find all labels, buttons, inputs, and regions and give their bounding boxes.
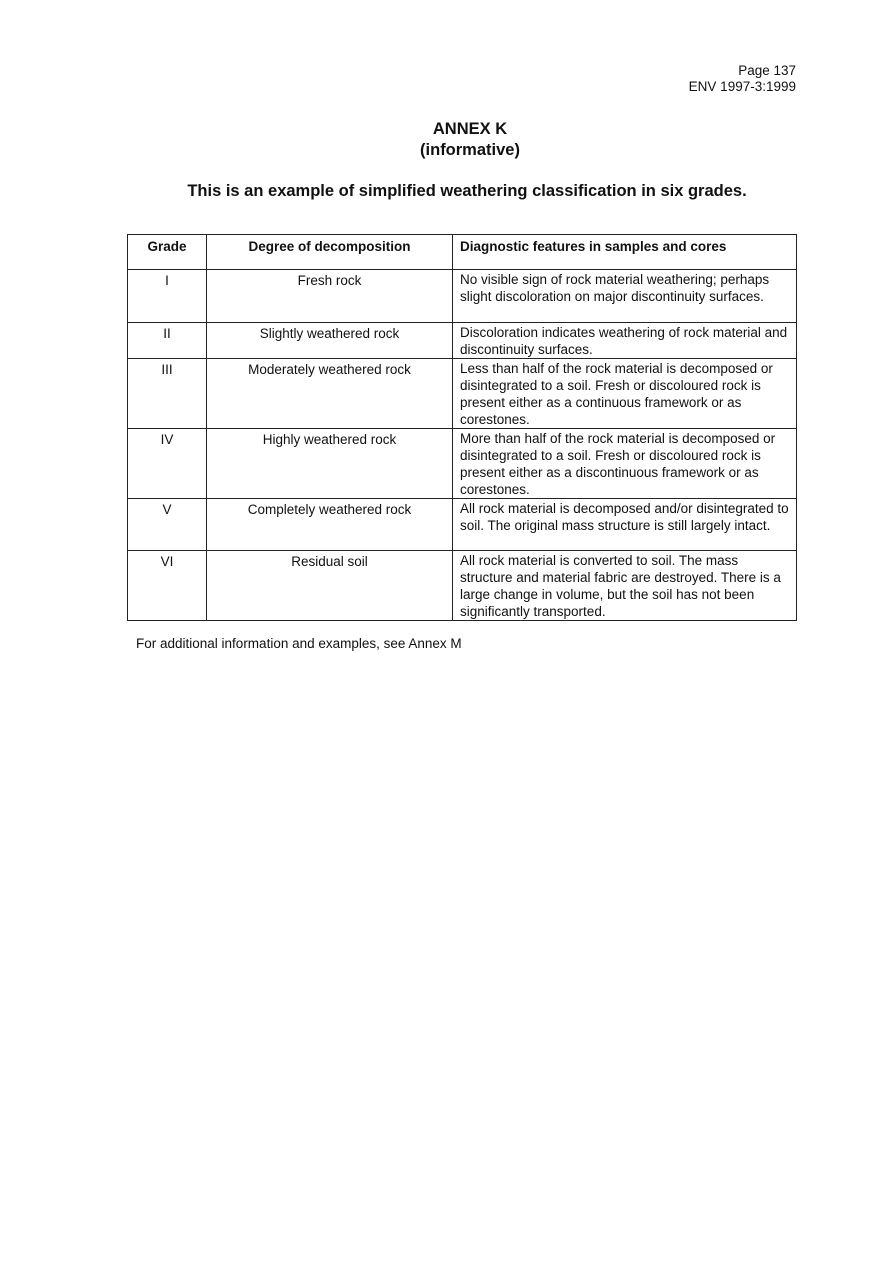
page-number: Page 137 <box>738 63 796 78</box>
cell-degree: Residual soil <box>207 551 453 621</box>
cell-diagnostic: Less than half of the rock material is decomposed or disintegrated to a soil. Fresh or discoloured rock is present either as a continuous framework or as corestones. <box>453 359 797 429</box>
cell-grade: III <box>128 359 207 429</box>
annex-title: ANNEX K <box>432 120 508 138</box>
footer-note: For additional information and examples, see Annex M <box>136 636 462 651</box>
header-grade: Grade <box>128 235 207 270</box>
cell-degree: Highly weathered rock <box>207 429 453 499</box>
cell-degree: Moderately weathered rock <box>207 359 453 429</box>
cell-degree: Fresh rock <box>207 270 453 323</box>
table-header-row <box>128 235 797 270</box>
table-row <box>128 359 797 429</box>
table-row <box>128 323 797 359</box>
header-degree: Degree of decomposition <box>207 235 453 270</box>
table-row <box>128 270 797 323</box>
cell-degree: Completely weathered rock <box>207 499 453 551</box>
cell-diagnostic: No visible sign of rock material weathering; perhaps slight discoloration on major discontinuity surfaces. <box>453 270 797 323</box>
cell-diagnostic: All rock material is decomposed and/or disintegrated to soil. The original mass structure is still largely intact. <box>453 499 797 551</box>
cell-diagnostic: Discoloration indicates weathering of rock material and discontinuity surfaces. <box>453 323 797 359</box>
page-header <box>689 63 796 95</box>
standard-reference: ENV 1997-3:1999 <box>688 79 796 94</box>
cell-degree: Slightly weathered rock <box>207 323 453 359</box>
intro-sentence: This is an example of simplified weathering classification in six grades. <box>187 182 747 200</box>
table-row <box>128 429 797 499</box>
annex-subtitle: (informative) <box>420 141 520 159</box>
cell-grade: V <box>128 499 207 551</box>
cell-diagnostic: More than half of the rock material is decomposed or disintegrated to a soil. Fresh or discoloured rock is present either as a discontinuous framework or as corestones. <box>453 429 797 499</box>
cell-grade: I <box>128 270 207 323</box>
header-diagnostic: Diagnostic features in samples and cores <box>453 235 797 270</box>
table-row <box>128 499 797 551</box>
cell-grade: II <box>128 323 207 359</box>
cell-grade: IV <box>128 429 207 499</box>
table-row <box>128 551 797 621</box>
cell-grade: VI <box>128 551 207 621</box>
weathering-classification-table <box>127 234 797 621</box>
annex-heading <box>0 119 893 161</box>
cell-diagnostic: All rock material is converted to soil. The mass structure and material fabric are destroyed. There is a large change in volume, but the soil has not been significantly transported. <box>453 551 797 621</box>
